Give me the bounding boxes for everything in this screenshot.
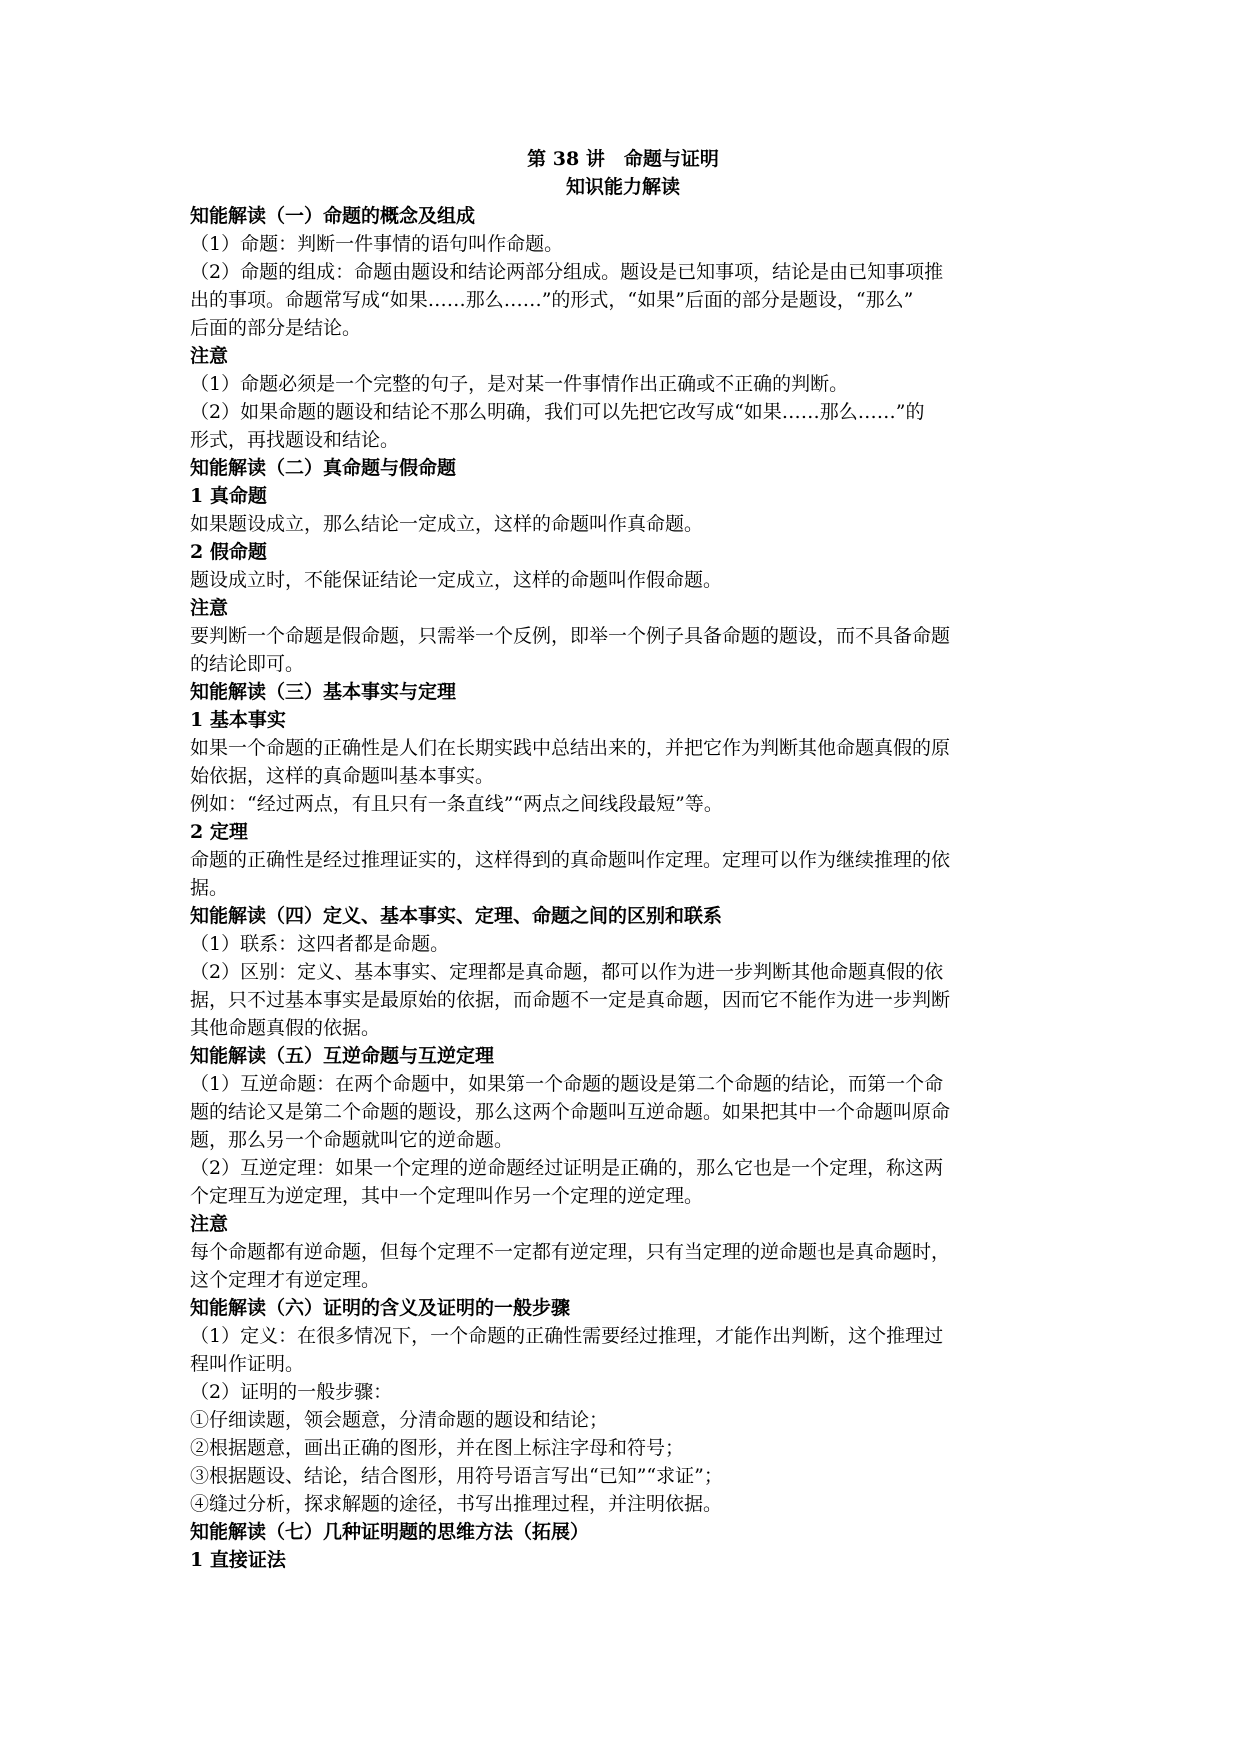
text-line: 题设成立时，不能保证结论一定成立，这样的命题叫作假命题。 (190, 569, 723, 591)
text-line: （2）命题的组成：命题由题设和结论两部分组成。题设是已知事项，结论是由已知事项推 (190, 261, 944, 283)
section-heading: 知能解读（四）定义、基本事实、定理、命题之间的区别和联系 (190, 905, 723, 927)
section-heading: 注意 (190, 597, 229, 619)
text-line: 程叫作证明。 (190, 1353, 305, 1375)
text-line: 命题的正确性是经过推理证实的，这样得到的真命题叫作定理。定理可以作为继续推理的依 (190, 849, 951, 871)
text-line: 如果题设成立，那么结论一定成立，这样的命题叫作真命题。 (190, 513, 704, 535)
section-heading: 2 定理 (190, 821, 248, 843)
text-line: 始依据，这样的真命题叫基本事实。 (190, 765, 495, 787)
text-line: 如果一个命题的正确性是人们在长期实践中总结出来的，并把它作为判断其他命题真假的原 (190, 737, 951, 759)
text-line: ②根据题意，画出正确的图形，并在图上标注字母和符号； (190, 1437, 685, 1459)
section-heading: 知能解读（三）基本事实与定理 (190, 681, 457, 703)
text-line: （1）命题必须是一个完整的句子，是对某一件事情作出正确或不正确的判断。 (190, 373, 849, 395)
text-line: 形式，再找题设和结论。 (190, 429, 400, 451)
text-line: 题，那么另一个命题就叫它的逆命题。 (190, 1129, 514, 1151)
text-line: （1）命题：判断一件事情的语句叫作命题。 (190, 233, 564, 255)
section-heading: 知能解读（二）真命题与假命题 (190, 457, 457, 479)
text-line: （2）如果命题的题设和结论不那么明确，我们可以先把它改写成“如果……那么……”的 (190, 401, 925, 423)
text-line: 据，只不过基本事实是最原始的依据，而命题不一定是真命题，因而它不能作为进一步判断 (190, 989, 951, 1011)
section-heading: 1 基本事实 (190, 709, 286, 731)
text-line: 个定理互为逆定理，其中一个定理叫作另一个定理的逆定理。 (190, 1185, 704, 1207)
text-line: 这个定理才有逆定理。 (190, 1269, 381, 1291)
text-line: （1）联系：这四者都是命题。 (190, 933, 450, 955)
section-heading: 2 假命题 (190, 541, 267, 563)
text-line: ③根据题设、结论，结合图形，用符号语言写出“已知”“求证”； (190, 1465, 723, 1487)
section-heading: 1 真命题 (190, 485, 267, 507)
document-body (190, 202, 1056, 1574)
text-line: （2）证明的一般步骤： (190, 1381, 393, 1403)
text-line: 例如：“经过两点，有且只有一条直线”“两点之间线段最短”等。 (190, 793, 723, 815)
text-line: （1）互逆命题：在两个命题中，如果第一个命题的题设是第二个命题的结论，而第一个命 (190, 1073, 944, 1095)
section-heading: 知能解读（一）命题的概念及组成 (190, 205, 476, 227)
text-line: 要判断一个命题是假命题，只需举一个反例，即举一个例子具备命题的题设，而不具备命题 (190, 625, 951, 647)
section-heading: 1 直接证法 (190, 1549, 286, 1571)
text-line: 据。 (190, 877, 229, 899)
text-line: （2）区别：定义、基本事实、定理都是真命题，都可以作为进一步判断其他命题真假的依 (190, 961, 944, 983)
document-page (190, 145, 1056, 1574)
section-heading: 注意 (190, 345, 229, 367)
document-subtitle: 知识能力解读 (565, 176, 680, 198)
text-line: 每个命题都有逆命题，但每个定理不一定都有逆定理，只有当定理的逆命题也是真命题时， (190, 1241, 951, 1263)
section-heading: 知能解读（七）几种证明题的思维方法（拓展） (190, 1521, 590, 1543)
text-line: 题的结论又是第二个命题的题设，那么这两个命题叫互逆命题。如果把其中一个命题叫原命 (190, 1101, 951, 1123)
text-line: 出的事项。命题常写成“如果……那么……”的形式，“如果”后面的部分是题设，“那么” (190, 289, 914, 311)
text-line: 其他命题真假的依据。 (190, 1017, 381, 1039)
text-line: （2）互逆定理：如果一个定理的逆命题经过证明是正确的，那么它也是一个定理，称这两 (190, 1157, 944, 1179)
text-line: 后面的部分是结论。 (190, 317, 362, 339)
section-heading: 知能解读（五）互逆命题与互逆定理 (190, 1045, 495, 1067)
document-title: 第 38 讲 命题与证明 (527, 148, 719, 170)
text-line: （1）定义：在很多情况下，一个命题的正确性需要经过推理，才能作出判断，这个推理过 (190, 1325, 944, 1347)
section-heading: 知能解读（六）证明的含义及证明的一般步骤 (190, 1297, 571, 1319)
text-line: 的结论即可。 (190, 653, 305, 675)
text-line: ④缝过分析，探求解题的途径，书写出推理过程，并注明依据。 (190, 1493, 723, 1515)
text-line: ①仔细读题，领会题意，分清命题的题设和结论； (190, 1409, 609, 1431)
section-heading: 注意 (190, 1213, 229, 1235)
